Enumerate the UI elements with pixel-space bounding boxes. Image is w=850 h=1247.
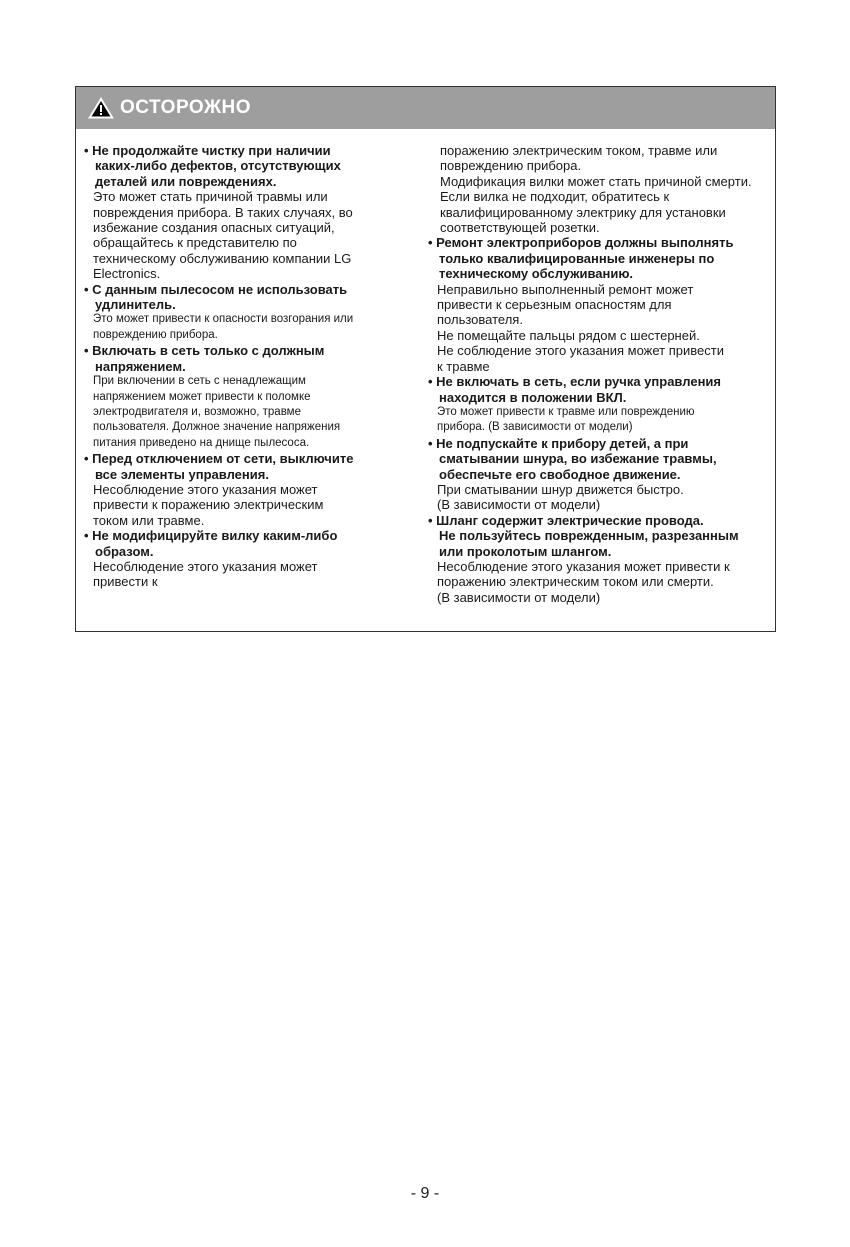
left-column [84,143,392,590]
caution-item-text: Несоблюдение этого указания может привести к поражению электрическим током или смерти. (В зависимости от модели) [437,558,730,605]
caution-item [428,235,768,374]
caution-item [84,282,392,344]
caution-item-heading: • Не модифицируйте вилку каким-либо образом. [84,528,338,559]
continued-text: поражению электрическим током, травме или повреждению прибора. Модификация вилки может стать причиной смерти. Если вилка не подходит, обратитесь к квалифицированному электрику для установки соответствующей розетки. [440,143,752,236]
caution-title: ОСТОРОЖНО [120,97,252,118]
caution-item-heading: • Не включать в сеть, если ручка управления находится в положении ВКЛ. [428,374,722,405]
caution-item-heading: • Ремонт электроприборов должны выполнять только квалифицированные инженеры по техническому обслуживанию. [428,235,734,282]
warning-triangle-icon [88,97,114,119]
caution-item-text: Это может стать причиной травмы или повреждения прибора. В таких случаях, во избежание создания опасных ситуаций, обращайтесь к представителю по техническому обслуживанию компании LG Electronics. [93,189,353,282]
caution-item-heading: • С данным пылесосом не использовать удлинитель. [84,281,348,313]
caution-box [75,86,776,632]
caution-item-text: Это может привести к травме или повреждению прибора. (В зависимости от модели) [437,405,695,434]
caution-item-text: При включении в сеть с ненадлежащим напряжением может привести к поломке электродвигателя и, возможно, травме пользователя. Должное значение напряжения питания приведено на днище пылесоса. [93,375,341,449]
caution-item [84,451,392,528]
caution-item [84,528,392,590]
caution-item [84,343,392,451]
caution-item-text: Несоблюдение этого указания может привести к [93,558,318,590]
caution-item [428,436,768,513]
caution-header [76,87,775,129]
caution-item-heading: • Шланг содержит электрические провода. Не пользуйтесь поврежденным, разрезанным или проколотым шлангом. [428,512,739,559]
caution-item-heading: • Перед отключением от сети, выключите все элементы управления. [84,451,354,482]
caution-item-text: При сматывании шнур движется быстро. (В зависимости от модели) [437,481,684,513]
caution-item-heading: • Не продолжайте чистку при наличии каких-либо дефектов, отсутствующих деталей или повреждениях. [84,143,341,189]
caution-item-text: Несоблюдение этого указания может привести к поражению электрическим током или травме. [93,481,324,528]
caution-item [428,374,768,436]
page-number: - 9 - [410,1185,440,1202]
caution-item [84,143,392,282]
caution-item-text: Неправильно выполненный ремонт может привести к серьезным опасностям для пользователя. Не помещайте пальцы рядом с шестерней. Не соблюдение этого указания может привести к травме [437,281,724,374]
caution-item [428,513,768,605]
caution-item-heading: • Не подпускайте к прибору детей, а при сматывании шнура, во избежание травмы, обеспечьте его свободное движение. [428,435,717,482]
caution-item-heading: • Включать в сеть только с должным напряжением. [84,343,325,374]
right-column [428,143,768,605]
caution-item-text: Это может привести к опасности возгорания или повреждению прибора. [93,313,354,341]
